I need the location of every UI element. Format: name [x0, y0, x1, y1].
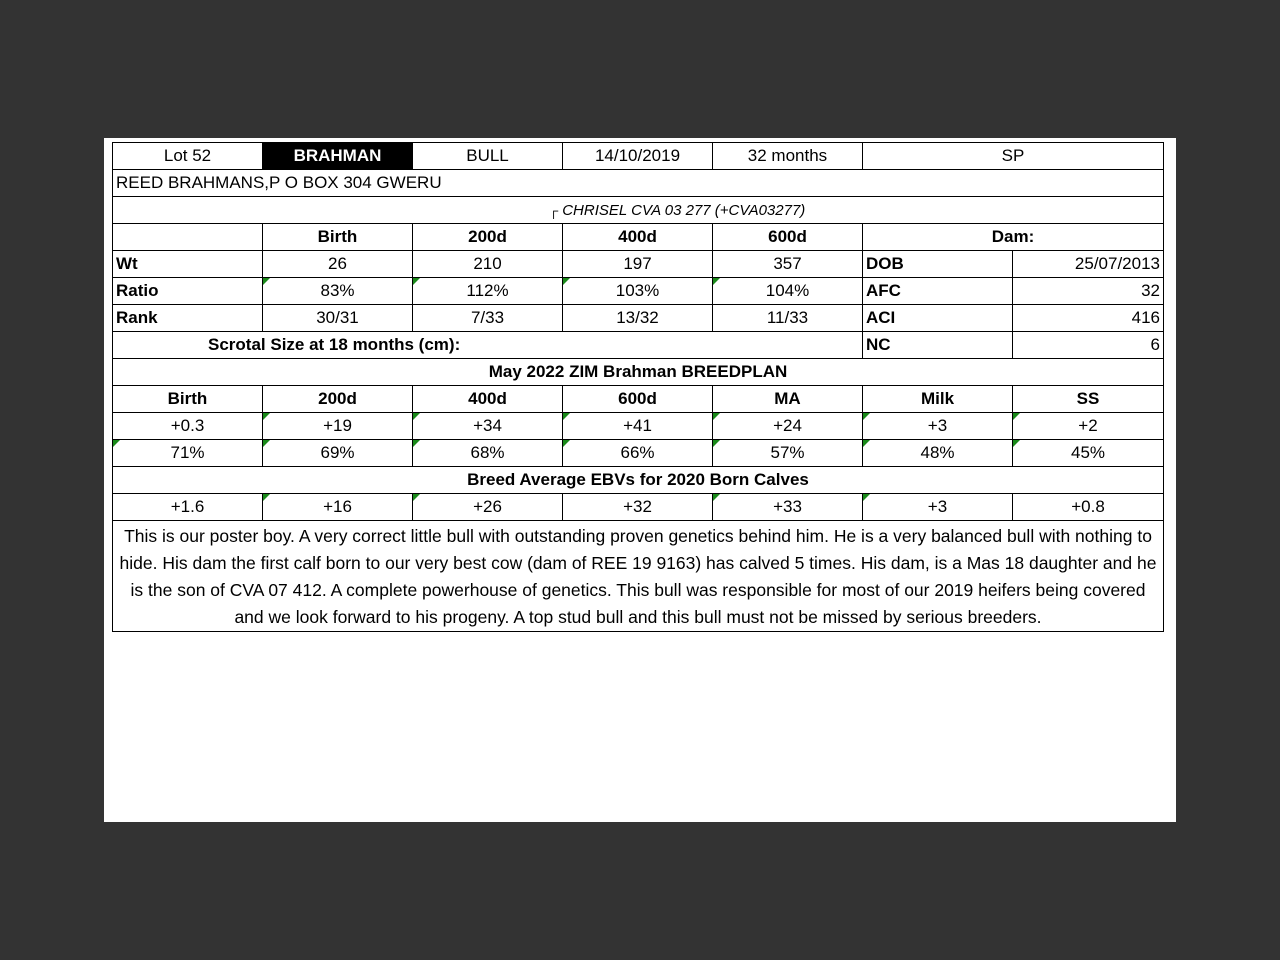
ebv-col-600d: 600d — [563, 386, 713, 413]
accuracy-row — [113, 440, 1164, 467]
ebv-col-200d: 200d — [263, 386, 413, 413]
table-cell: +2 — [1013, 413, 1164, 440]
ebv-row — [113, 413, 1164, 440]
table-cell: +3 — [863, 494, 1013, 521]
table-cell: 45% — [1013, 440, 1164, 467]
catalogue-sheet — [104, 138, 1176, 822]
table-cell: +24 — [713, 413, 863, 440]
table-cell: 48% — [863, 440, 1013, 467]
table-cell: +0.8 — [1013, 494, 1164, 521]
ebv-col-milk: Milk — [863, 386, 1013, 413]
animal-age: 32 months — [713, 143, 863, 170]
bracket-up-icon: ┌ — [549, 203, 559, 218]
dam-value: 25/07/2013 — [1013, 251, 1164, 278]
breed-average-title: Breed Average EBVs for 2020 Born Calves — [113, 467, 1164, 494]
sire-sire: CHRISEL CVA 03 277 (+CVA03277) — [562, 202, 806, 219]
scrotal-row — [113, 332, 1164, 359]
table-cell: 197 — [563, 251, 713, 278]
table-cell: 11/33 — [713, 305, 863, 332]
table-cell: +32 — [563, 494, 713, 521]
dam-header: Dam: — [863, 224, 1164, 251]
table-cell: 66% — [563, 440, 713, 467]
weights-col-200d: 200d — [413, 224, 563, 251]
table-cell: 112% — [413, 278, 563, 305]
dam-label: DOB — [863, 251, 1013, 278]
dam-value: 6 — [1013, 332, 1164, 359]
table-cell: 357 — [713, 251, 863, 278]
ebv-col-400d: 400d — [413, 386, 563, 413]
dam-label: NC — [863, 332, 1013, 359]
table-cell: +0.3 — [113, 413, 263, 440]
dam-label: AFC — [863, 278, 1013, 305]
table-cell: +34 — [413, 413, 563, 440]
table-cell: +16 — [263, 494, 413, 521]
lot-comment: This is our poster boy. A very correct little bull with outstanding proven genetics behind him. He is a very balanced bull with nothing to hide. His dam the first calf born to our very best cow (dam of REE 19 9163) has calved 5 times. His dam, is a Mas 18 daughter and he is the son of CVA 07 412. A complete powerhouse of genetics. This bull was responsible for most of our 2019 heifers being covered and we look forward to his progeny. A top stud bull and this bull must not be missed by serious breeders. — [113, 521, 1164, 632]
table-cell: +33 — [713, 494, 863, 521]
birth-date: 14/10/2019 — [563, 143, 713, 170]
pedigree-row — [113, 197, 1164, 224]
table-cell: +19 — [263, 413, 413, 440]
dam-value: 416 — [1013, 305, 1164, 332]
table-cell: 103% — [563, 278, 713, 305]
table-cell: +1.6 — [113, 494, 263, 521]
weights-col-600d: 600d — [713, 224, 863, 251]
table-cell: 7/33 — [413, 305, 563, 332]
table-cell: 13/32 — [563, 305, 713, 332]
table-cell: 57% — [713, 440, 863, 467]
table-cell: 68% — [413, 440, 563, 467]
table-cell: 69% — [263, 440, 413, 467]
table-cell: +41 — [563, 413, 713, 440]
weights-col-400d: 400d — [563, 224, 713, 251]
lot-table — [112, 142, 1164, 632]
dam-value: 32 — [1013, 278, 1164, 305]
breed-average-title-row — [113, 467, 1164, 494]
ebv-col-ss: SS — [1013, 386, 1164, 413]
row-label: Wt — [113, 251, 263, 278]
breeder-row — [113, 170, 1164, 197]
weights-header-row — [113, 224, 1164, 251]
sale-status: SP — [863, 143, 1164, 170]
breedplan-title-row — [113, 359, 1164, 386]
table-cell: +3 — [863, 413, 1013, 440]
breedplan-header-row — [113, 386, 1164, 413]
breedplan-title: May 2022 ZIM Brahman BREEDPLAN — [113, 359, 1164, 386]
pedigree-block — [113, 197, 1164, 224]
table-cell: 30/31 — [263, 305, 413, 332]
breed-name: BRAHMAN — [263, 143, 413, 170]
table-cell: 104% — [713, 278, 863, 305]
comment-row — [113, 521, 1164, 632]
row-label: Ratio — [113, 278, 263, 305]
dam-label: ACI — [863, 305, 1013, 332]
sire-sire-line — [549, 201, 805, 221]
table-row — [113, 251, 1164, 278]
lot-number: Lot 52 — [113, 143, 263, 170]
table-cell: 26 — [263, 251, 413, 278]
breed-average-row — [113, 494, 1164, 521]
lot-header-row — [113, 143, 1164, 170]
table-row — [113, 278, 1164, 305]
table-cell: 210 — [413, 251, 563, 278]
animal-sex: BULL — [413, 143, 563, 170]
table-cell: 83% — [263, 278, 413, 305]
breeder-address: REED BRAHMANS,P O BOX 304 GWERU — [113, 170, 1164, 197]
row-label: Rank — [113, 305, 263, 332]
scrotal-label: Scrotal Size at 18 months (cm): — [113, 332, 863, 359]
weights-corner — [113, 224, 263, 251]
table-cell: +26 — [413, 494, 563, 521]
ebv-col-birth: Birth — [113, 386, 263, 413]
weights-col-birth: Birth — [263, 224, 413, 251]
ebv-col-ma: MA — [713, 386, 863, 413]
table-cell: 71% — [113, 440, 263, 467]
table-row — [113, 305, 1164, 332]
